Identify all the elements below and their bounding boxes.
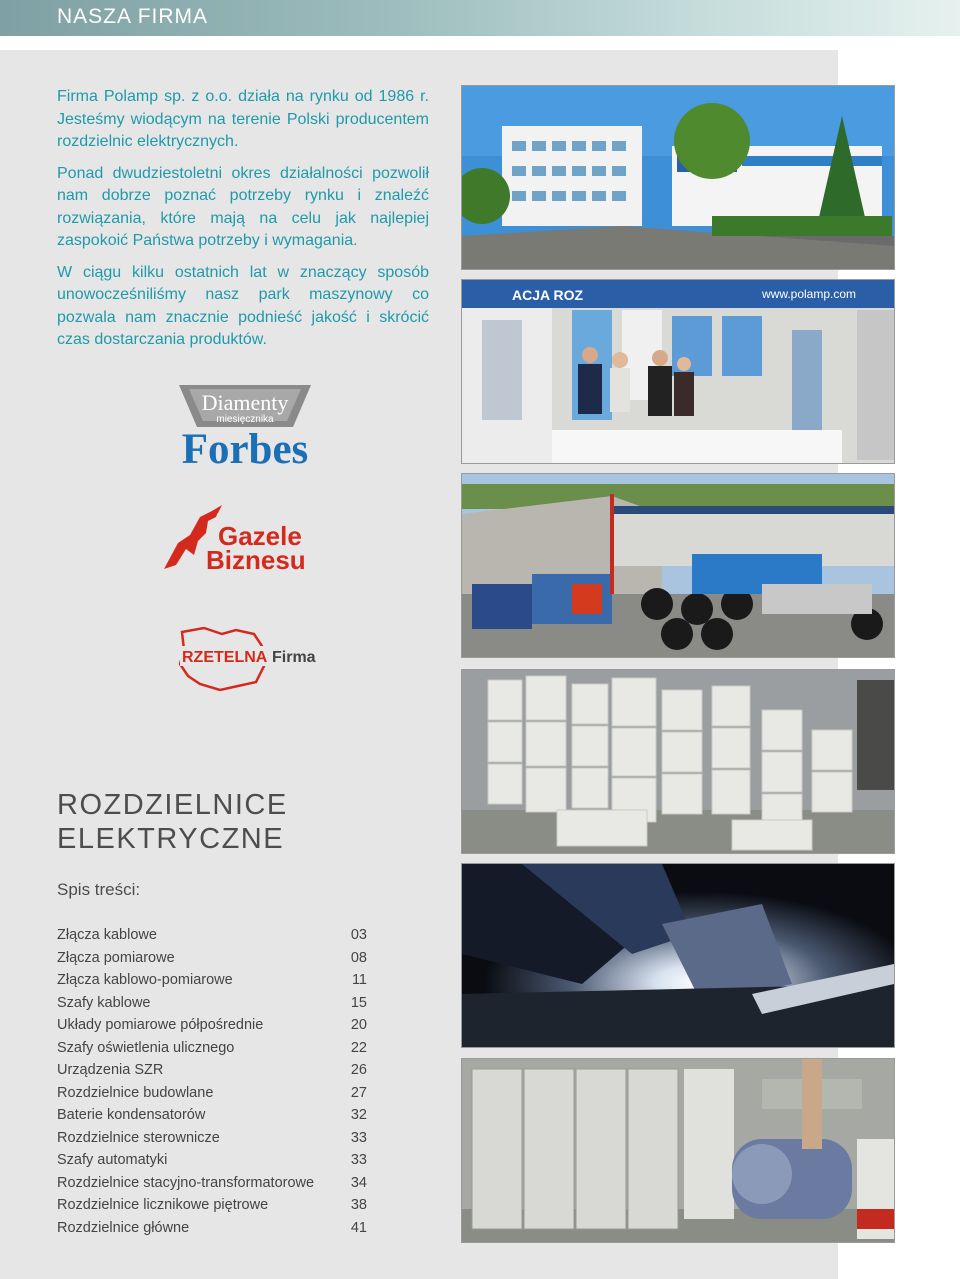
toc-item[interactable]: Rozdzielnice budowlane 27 (57, 1084, 367, 1101)
forbes-wordmark: Forbes (181, 426, 309, 469)
toc-heading: Spis treści: (57, 880, 141, 899)
toc-item[interactable]: Rozdzielnice główne 41 (57, 1219, 367, 1236)
toc-item[interactable]: Układy pomiarowe półpośrednie 20 (57, 1017, 367, 1033)
toc-item[interactable]: Baterie kondensatorów 32 (57, 1107, 367, 1123)
gazele-text: Gazele (218, 521, 302, 551)
photo-company-building (462, 86, 894, 269)
toc-item[interactable]: Szafy kablowe 15 (57, 994, 367, 1011)
toc-item[interactable]: Złącza pomiarowe 08 (57, 949, 367, 966)
gazele-biznesu-logo (160, 505, 320, 575)
toc-item[interactable]: Rozdzielnice licznikowe piętrowe 38 (57, 1197, 367, 1213)
toc-item[interactable]: Szafy oświetlenia ulicznego 22 (57, 1039, 367, 1056)
booth-banner-text: ACJA ROZ (512, 287, 584, 303)
firma-text: Firma (272, 649, 316, 666)
photo-trade-fair-booth (462, 280, 894, 463)
intro-paragraph-2: Ponad dwudziestoletni okres działalności pozwolił nam dobrze poznać potrzeby rynku i znaleźć rozwiązania, które mają na celu jak najlepiej zaspokoić Państwa potrzeby i wymagania. (57, 164, 429, 249)
toc-item[interactable]: Złącza kablowe 03 (57, 927, 367, 943)
section-title-line-2: ELEKTRYCZNE (57, 823, 285, 855)
rzetelna-firma-logo (176, 626, 326, 692)
toc-item[interactable]: Rozdzielnice stacyjno-transformatorowe 34 (57, 1174, 367, 1191)
photo-welding (462, 864, 894, 1047)
toc-item[interactable]: Szafy automatyki 33 (57, 1152, 367, 1168)
photo-switchboard-room (462, 1059, 894, 1242)
intro-paragraph-1: Firma Polamp sp. z o.o. działa na rynku od 1986 r. Jesteśmy wiodącym na terenie Polski producentem rozdzielnic elektrycznych. (57, 88, 429, 150)
rzetelna-text: RZETELNA (182, 649, 268, 666)
section-title-line-1: ROZDZIELNICE (57, 789, 288, 821)
section-title (57, 788, 288, 856)
biznesu-text: Biznesu (206, 545, 306, 575)
header-bar (0, 0, 960, 36)
table-of-contents (57, 924, 367, 1239)
toc-item[interactable]: Złącza kablowo-pomiarowe 11 (57, 972, 367, 988)
page-title: NASZA FIRMA (57, 5, 209, 28)
toc-item[interactable]: Rozdzielnice sterownicze 33 (57, 1129, 367, 1146)
forbes-sub-text: miesięcznika (216, 414, 274, 425)
intro-paragraph-3: W ciągu kilku ostatnich lat w znaczący sposób unowocześniliśmy nasz park maszynowy co pozwala nam znacznie podnieść jakość i skrócić czas dostarczania produktów. (57, 263, 429, 348)
booth-url-text: www.polamp.com (762, 287, 857, 301)
forbes-diamenty-logo (165, 383, 325, 469)
toc-item[interactable]: Urządzenia SZR 26 (57, 1062, 367, 1078)
photo-warehouse-yard (462, 474, 894, 657)
photo-stacked-enclosures (462, 670, 894, 853)
intro-text (57, 86, 429, 361)
forbes-diamenty-text: Diamenty (201, 390, 289, 415)
